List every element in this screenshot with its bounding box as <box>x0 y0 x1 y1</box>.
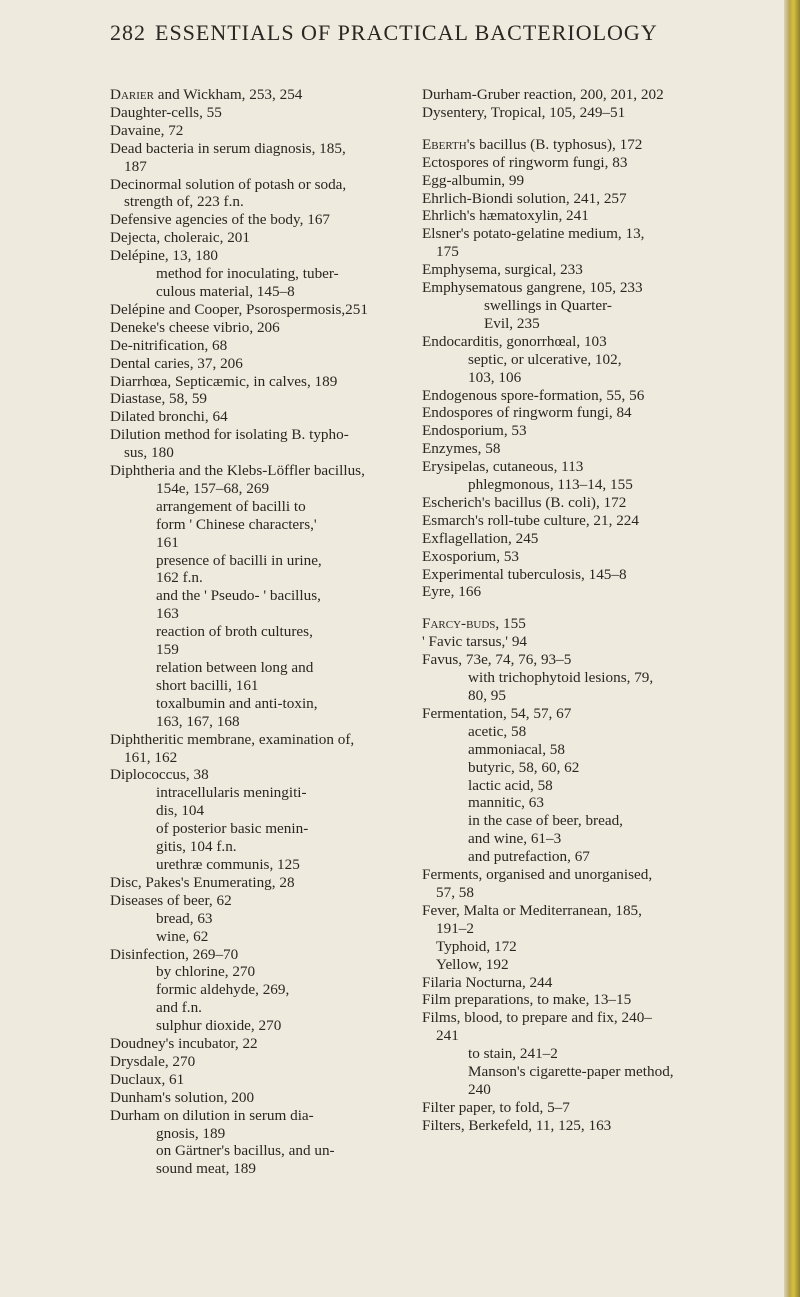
index-entry <box>422 615 767 633</box>
index-entry: by chlorine, 270 <box>156 963 256 981</box>
index-entry: toxalbumin and anti-toxin, <box>156 694 318 712</box>
index-entry: Eyre, 166 <box>422 583 482 601</box>
index-entry: Ferments, organised and unorganised, <box>422 866 653 884</box>
index-entry: Dejecta, choleraic, 201 <box>110 229 250 247</box>
index-entry: De-nitrification, 68 <box>110 336 228 354</box>
index-entry: septic, or ulcerative, 102, <box>468 350 622 368</box>
index-entry: sound meat, 189 <box>156 1160 256 1178</box>
index-entry: gnosis, 189 <box>156 1124 226 1142</box>
index-entry: Diphtheritic membrane, examination of, <box>110 730 355 748</box>
index-entry: 163, 167, 168 <box>156 712 240 730</box>
entry-rest: , 155 <box>495 615 526 633</box>
letter-heading: Darier <box>110 86 154 103</box>
index-entry: Ehrlich-Biondi solution, 241, 257 <box>422 189 627 207</box>
index-entry: strength of, 223 f.n. <box>124 193 244 211</box>
index-entry: Escherich's bacillus (B. coli), 172 <box>422 493 627 511</box>
index-entry: Endospores of ringworm fungi, 84 <box>422 404 632 422</box>
index-entry: 159 <box>156 641 179 659</box>
index-entry: 154e, 157–68, 269 <box>156 479 270 497</box>
index-entry: Dental caries, 37, 206 <box>110 354 243 372</box>
index-entry: short bacilli, 161 <box>156 676 259 694</box>
index-entry: swellings in Quarter- <box>484 296 612 314</box>
index-entry: form ' Chinese characters,' <box>156 515 317 533</box>
index-entry: 187 <box>124 157 147 175</box>
index-entry: Endogenous spore-formation, 55, 56 <box>422 386 645 404</box>
index-entry: Endosporium, 53 <box>422 422 527 440</box>
index-entry: Esmarch's roll-tube culture, 21, 224 <box>422 511 639 529</box>
index-entry: Dilution method for isolating B. typho- <box>110 426 349 444</box>
index-entry: Typhoid, 172 <box>436 937 517 955</box>
index-entry: Dunham's solution, 200 <box>110 1088 255 1106</box>
index-entry: 161 <box>156 533 179 551</box>
index-entry: Experimental tuberculosis, 145–8 <box>422 565 627 583</box>
index-entry: Enzymes, 58 <box>422 440 501 458</box>
index-entry: presence of bacilli in urine, <box>156 551 322 569</box>
running-title: ESSENTIALS OF PRACTICAL BACTERIOLOGY <box>155 20 658 45</box>
index-entry: ' Favic tarsus,' 94 <box>422 633 528 651</box>
index-entry: Ectospores of ringworm fungi, 83 <box>422 153 628 171</box>
index-entry: Doudney's incubator, 22 <box>110 1035 258 1053</box>
index-entry: mannitic, 63 <box>468 794 544 812</box>
index-entry: Drysdale, 270 <box>110 1052 196 1070</box>
index-entry: Emphysema, surgical, 233 <box>422 261 583 279</box>
index-entry: 191–2 <box>436 919 474 937</box>
index-entry: 163 <box>156 605 179 623</box>
index-entry: Disinfection, 269–70 <box>110 945 239 963</box>
index-entry: reaction of broth cultures, <box>156 623 313 641</box>
index-entry: Diseases of beer, 62 <box>110 891 232 909</box>
index-entry: sulphur dioxide, 270 <box>156 1017 282 1035</box>
index-entry: Yellow, 192 <box>436 955 509 973</box>
index-entry: urethræ communis, 125 <box>156 855 300 873</box>
index-entry: lactic acid, 58 <box>468 776 553 794</box>
page-number: 282 <box>110 20 146 45</box>
entry-rest: 's bacillus (B. typhosus), 172 <box>466 135 643 153</box>
index-entry: and wine, 61–3 <box>468 830 562 848</box>
index-entry: acetic, 58 <box>468 722 527 740</box>
index-entry: ammoniacal, 58 <box>468 740 565 758</box>
page-edge <box>784 0 800 1297</box>
index-entry: Films, blood, to prepare and fix, 240– <box>422 1009 652 1027</box>
index-entry: and the ' Pseudo- ' bacillus, <box>156 587 321 605</box>
index-entry: Ehrlich's hæmatoxylin, 241 <box>422 207 589 225</box>
letter-heading: Farcy-buds <box>422 615 496 633</box>
index-entry: Erysipelas, cutaneous, 113 <box>422 458 584 476</box>
index-entry: Diplococcus, 38 <box>110 766 209 784</box>
index-entry: Exosporium, 53 <box>422 547 520 565</box>
index-entry <box>422 136 767 154</box>
index-entry: Diphtheria and the Klebs-Löffler bacillus, <box>110 462 365 480</box>
index-entry: phlegmonous, 113–14, 155 <box>468 476 633 494</box>
index-entry: Deneke's cheese vibrio, 206 <box>110 318 280 336</box>
index-entry: Favus, 73e, 74, 76, 93–5 <box>422 651 572 669</box>
index-entry: bread, 63 <box>156 909 213 927</box>
index-entry: Disc, Pakes's Enumerating, 28 <box>110 873 295 891</box>
index-entry: method for inoculating, tuber- <box>156 265 339 283</box>
index-entry: Duclaux, 61 <box>110 1070 185 1088</box>
index-entry: 103, 106 <box>468 368 522 386</box>
index-entry: Dead bacteria in serum diagnosis, 185, <box>110 139 346 157</box>
index-entry: to stain, 241–2 <box>468 1045 558 1063</box>
index-entry: Decinormal solution of potash or soda, <box>110 175 347 193</box>
index-entry: intracellularis meningiti- <box>156 784 307 802</box>
letter-heading: Eberth <box>422 135 467 153</box>
index-entry: Diarrhœa, Septicæmic, in calves, 189 <box>110 372 338 390</box>
index-entry: 57, 58 <box>436 883 474 901</box>
index-entry: dis, 104 <box>156 802 205 820</box>
index-entry: Fermentation, 54, 57, 67 <box>422 704 572 722</box>
index-entry: Manson's cigarette-paper method, <box>468 1063 674 1081</box>
index-entry: in the case of beer, bread, <box>468 812 623 830</box>
index-entry: Delépine and Cooper, Psorospermosis,251 <box>110 300 368 318</box>
index-entry: sus, 180 <box>124 444 174 462</box>
entry-rest: and Wickham, 253, 254 <box>153 86 303 103</box>
page-header <box>110 20 770 60</box>
index-entry: relation between long and <box>156 659 314 676</box>
index-entry: Dysentery, Tropical, 105, 249–51 <box>422 103 626 121</box>
index-entry: Durham on dilution in serum dia- <box>110 1106 314 1124</box>
index-entry: Davaine, 72 <box>110 121 184 139</box>
index-entry: Fever, Malta or Mediterranean, 185, <box>422 901 642 919</box>
index-entry: Diastase, 58, 59 <box>110 390 208 408</box>
index-column-left <box>110 86 450 1178</box>
index-entry: 241 <box>436 1027 459 1045</box>
index-entry: Defensive agencies of the body, 167 <box>110 211 331 229</box>
index-entry: Evil, 235 <box>484 314 540 332</box>
index-entry: of posterior basic menin- <box>156 820 309 838</box>
index-entry: Egg-albumin, 99 <box>422 171 525 189</box>
index-entry: with trichophytoid lesions, 79, <box>468 669 654 687</box>
index-entry: and f.n. <box>156 999 202 1017</box>
index-entry: Durham-Gruber reaction, 200, 201, 202 <box>422 86 664 103</box>
index-entry: Filters, Berkefeld, 11, 125, 163 <box>422 1116 612 1134</box>
index-entry: butyric, 58, 60, 62 <box>468 758 580 776</box>
index-column-right <box>422 86 767 1135</box>
index-entry: Filaria Nocturna, 244 <box>422 973 553 991</box>
index-entry: Endocarditis, gonorrhœal, 103 <box>422 332 607 350</box>
index-entry: 162 f.n. <box>156 569 203 587</box>
index-entry <box>110 86 450 104</box>
index-entry: Elsner's potato-gelatine medium, 13, <box>422 225 645 243</box>
index-entry: Exflagellation, 245 <box>422 529 539 547</box>
index-entry: 240 <box>468 1080 491 1098</box>
index-entry: 161, 162 <box>124 748 178 766</box>
index-entry: Emphysematous gangrene, 105, 233 <box>422 279 643 297</box>
index-entry: 175 <box>436 243 459 261</box>
index-entry: culous material, 145–8 <box>156 282 295 300</box>
index-entry: Filter paper, to fold, 5–7 <box>422 1098 570 1116</box>
index-entry: Delépine, 13, 180 <box>110 247 218 265</box>
index-entry: arrangement of bacilli to <box>156 497 306 515</box>
index-entry: on Gärtner's bacillus, and un- <box>156 1142 335 1160</box>
index-entry: 80, 95 <box>468 687 506 704</box>
index-gap <box>422 601 767 615</box>
index-entry: gitis, 104 f.n. <box>156 838 237 856</box>
index-entry: and putrefaction, 67 <box>468 848 590 866</box>
index-gap <box>422 122 767 136</box>
index-entry: Daughter-cells, 55 <box>110 103 222 121</box>
index-entry: Film preparations, to make, 13–15 <box>422 991 632 1009</box>
index-entry: Dilated bronchi, 64 <box>110 408 228 426</box>
index-entry: wine, 62 <box>156 927 209 945</box>
index-entry: formic aldehyde, 269, <box>156 981 290 999</box>
